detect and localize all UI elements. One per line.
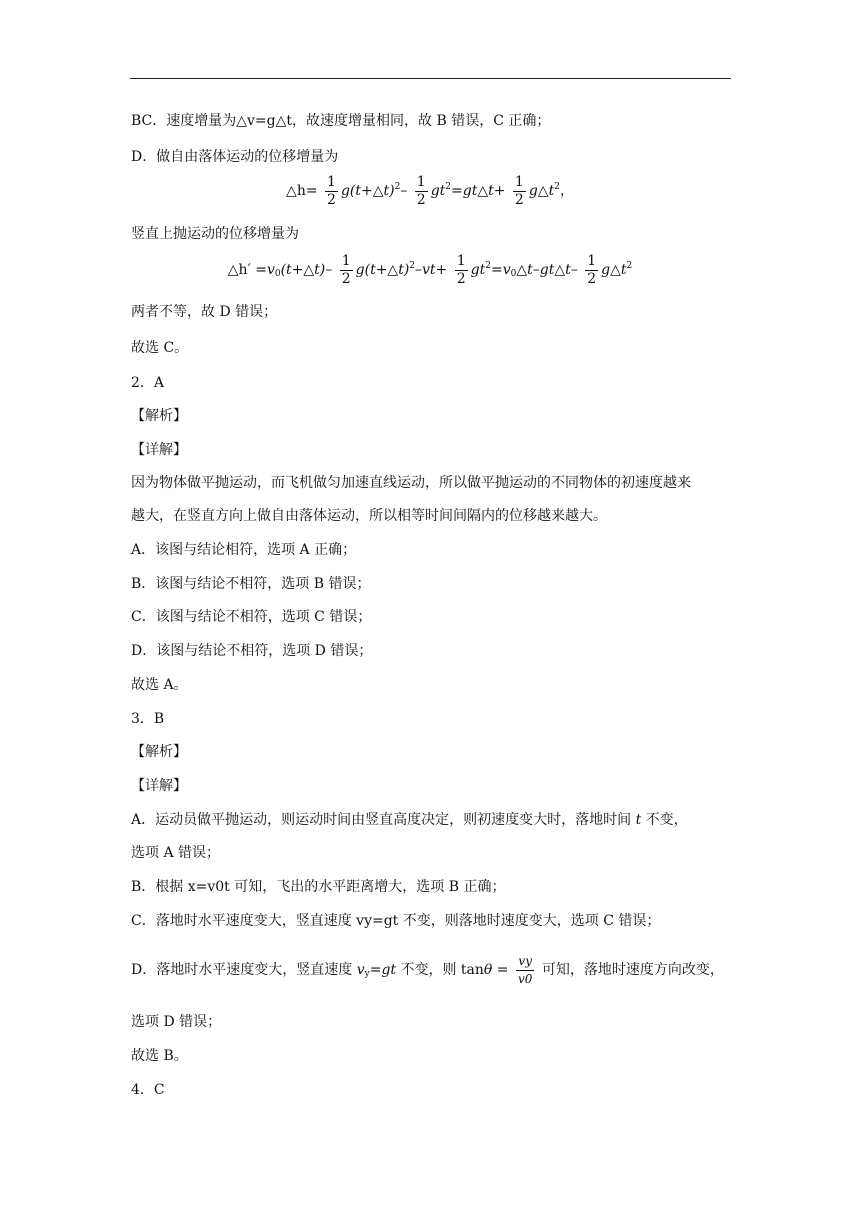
q3-option-b: B．根据 x=v0t 可知，飞出的水平距离增大，选项 B 正确； bbox=[131, 879, 506, 895]
equation-free-fall: △h= $\frac{1}{2}$ g(t+△t)$^2$– $\frac{1}{2}$ $gt^2=gt\triangle t+$ $\frac{1}{2}$ $g\triangle t^2$， bbox=[286, 173, 574, 208]
line-unequal: 两者不等，故 D 错误； bbox=[131, 304, 278, 320]
line-d-intro: D．做自由落体运动的位移增量为 bbox=[131, 149, 339, 165]
q2-paragraph-1: 因为物体做平抛运动，而飞机做匀加速直线运动，所以做平抛运动的不同物体的初速度越来 bbox=[131, 475, 691, 491]
q2-option-a: A．该图与结论相符，选项 A 正确； bbox=[131, 542, 357, 558]
answer-q3: 3．B bbox=[131, 711, 165, 727]
answer-q4: 4．C bbox=[131, 1082, 165, 1098]
q3-option-d: D．落地时水平速度变大，竖直速度 $v_y=gt$ 不变，则 tanθ = $\frac{vy}{v0}$ 可知，落地时速度方向改变， bbox=[131, 953, 724, 986]
q3-option-c: C．落地时水平速度变大，竖直速度 vy=gt 不变，则落地时速度变大，选项 C 错误； bbox=[131, 913, 661, 929]
line-choose-c: 故选 C。 bbox=[131, 340, 189, 356]
q3-detail-heading: 【详解】 bbox=[131, 778, 187, 794]
line-vertical-intro: 竖直上抛运动的位移增量为 bbox=[131, 226, 299, 242]
q3-option-d-continued: 选项 D 错误； bbox=[131, 1014, 222, 1030]
q2-detail-heading: 【详解】 bbox=[131, 442, 187, 458]
line-bc-speed: BC．速度增量为△v=g△t，故速度增量相同，故 B 错误，C 正确； bbox=[131, 113, 551, 129]
header-rule bbox=[130, 78, 731, 79]
q3-option-a-continued: 选项 A 错误； bbox=[131, 845, 221, 861]
q2-option-b: B．该图与结论不相符，选项 B 错误； bbox=[131, 576, 371, 592]
q2-option-c: C．该图与结论不相符，选项 C 错误； bbox=[131, 609, 372, 625]
q2-option-d: D．该图与结论不相符，选项 D 错误； bbox=[131, 643, 373, 659]
q2-paragraph-2: 越大，在竖直方向上做自由落体运动，所以相等时间间隔内的位移越来越大。 bbox=[131, 508, 607, 524]
q3-analysis-heading: 【解析】 bbox=[131, 744, 187, 760]
line-choose-b: 故选 B。 bbox=[131, 1048, 188, 1064]
q3-option-a: A．运动员做平抛运动，则运动时间由竖直高度决定，则初速度变大时，落地时间 t 不变， bbox=[131, 812, 688, 828]
equation-vertical-throw: △h′ $=v_0(t+\triangle t)-$ $\frac{1}{2}$ g(t+△t)$^2$–vt+ $\frac{1}{2}$ $gt^2=v_0\triangle t-gt\triangle t-$ $\frac{1}{2}$ $g\triangle t^2$ bbox=[227, 252, 633, 287]
q2-analysis-heading: 【解析】 bbox=[131, 408, 187, 424]
answer-q2: 2．A bbox=[131, 375, 165, 391]
line-choose-a: 故选 A。 bbox=[131, 677, 188, 693]
